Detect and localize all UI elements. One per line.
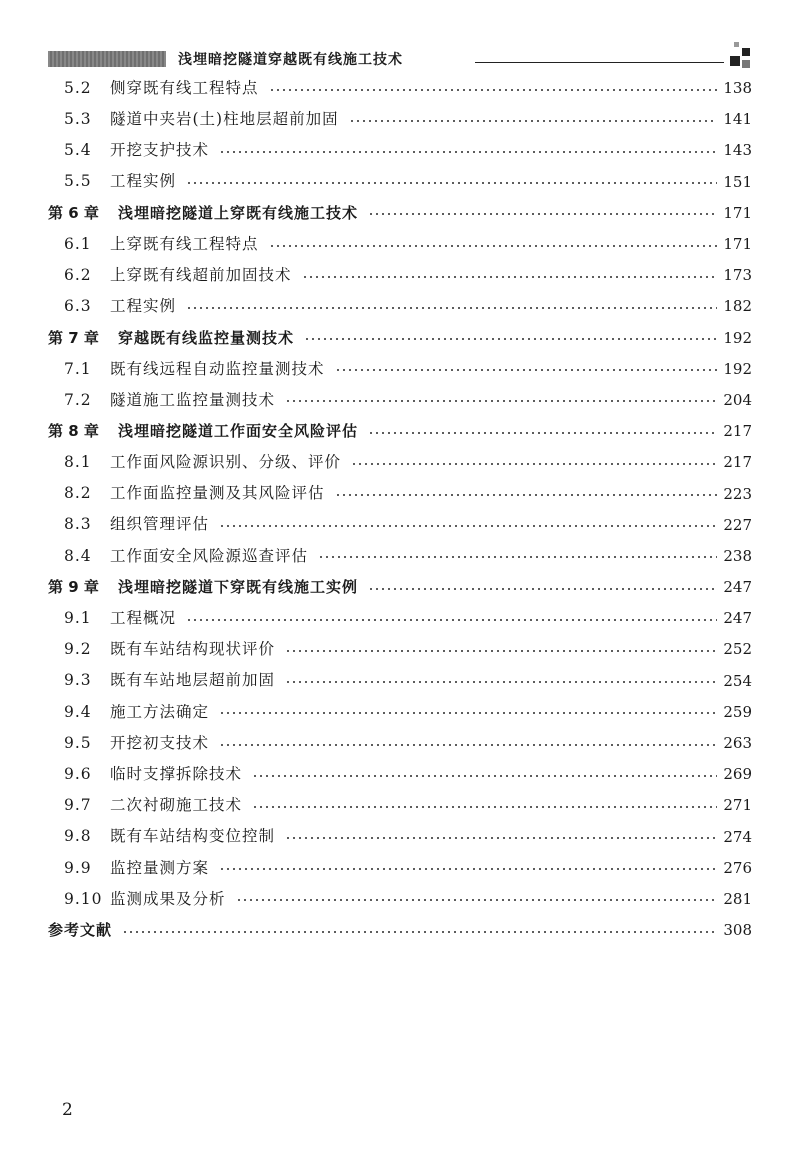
table-of-contents [48,73,752,946]
page-number: 2 [62,1100,73,1120]
toc-section-entry[interactable] [48,447,752,478]
toc-entry-title: 既有线远程自动监控量测技术 [110,359,325,378]
toc-section-entry[interactable] [48,666,752,697]
toc-entry-title: 工程实例 [110,297,177,316]
toc-entry-title: 工作面风险源识别、分级、评价 [110,453,342,472]
toc-leader-dots [304,338,717,340]
toc-entry-number: 5.2 [64,78,92,97]
toc-entry-title: 隧道施工监控量测技术 [110,390,276,409]
toc-section-entry[interactable] [48,260,752,291]
toc-leader-dots [318,556,717,558]
toc-entry-number: 9.6 [64,764,92,783]
toc-leader-dots [368,213,717,215]
toc-entry-title: 既有车站地层超前加固 [110,671,276,690]
toc-leader-dots [285,837,717,839]
toc-entry-page: 143 [723,141,752,160]
toc-chapter-entry[interactable] [48,416,752,447]
toc-leader-dots [186,619,717,621]
toc-entry-page: 254 [723,671,752,690]
toc-section-entry[interactable] [48,510,752,541]
toc-entry-number: 8.1 [64,453,92,472]
corner-square-icon [734,42,739,47]
toc-entry-page: 141 [723,110,752,129]
toc-entry-title: 临时支撑拆除技术 [110,764,243,783]
toc-leader-dots [349,120,718,122]
toc-entry-page: 252 [723,640,752,659]
toc-entry-number: 7.1 [64,359,92,378]
toc-entry-number: 第 8 章 [48,422,99,441]
toc-section-entry[interactable] [48,104,752,135]
toc-entry-page: 223 [723,484,752,503]
toc-leader-dots [219,868,717,870]
toc-entry-page: 192 [723,328,752,347]
toc-entry-title: 浅埋暗挖隧道上穿既有线施工技术 [118,203,359,222]
toc-entry-number: 第 9 章 [48,578,99,597]
toc-entry-number: 6.1 [64,234,92,253]
toc-entry-number: 5.4 [64,141,92,160]
toc-entry-page: 217 [723,422,752,441]
header-rule [475,62,724,63]
toc-entry-page: 204 [723,390,752,409]
toc-entry-title: 既有车站结构现状评价 [110,640,276,659]
toc-entry-title: 上穿既有线工程特点 [110,234,259,253]
toc-entry-number: 7.2 [64,390,92,409]
toc-section-entry[interactable] [48,478,752,509]
toc-entry-page: 171 [723,235,752,254]
toc-entry-title: 参考文献 [48,921,113,940]
toc-entry-number: 第 6 章 [48,203,99,222]
running-header [48,48,752,72]
toc-entry-page: 138 [723,79,752,98]
toc-leader-dots [368,588,717,590]
header-decorative-bar [48,51,166,67]
toc-entry-number: 9.9 [64,858,92,877]
toc-section-entry[interactable] [48,728,752,759]
toc-entry-title: 监测成果及分析 [110,889,226,908]
toc-entry-page: 171 [723,203,752,222]
toc-chapter-entry[interactable] [48,323,752,354]
corner-square-icon [730,56,740,66]
toc-leader-dots [252,775,717,777]
toc-leader-dots [122,931,717,933]
toc-leader-dots [219,712,717,714]
toc-entry-title: 侧穿既有线工程特点 [110,78,259,97]
toc-leader-dots [335,369,718,371]
toc-section-entry[interactable] [48,853,752,884]
toc-entry-page: 192 [723,359,752,378]
toc-leader-dots [186,307,717,309]
toc-entry-number: 9.7 [64,796,92,815]
corner-square-icon [742,48,750,56]
toc-entry-number: 8.4 [64,546,92,565]
toc-entry-number: 9.5 [64,733,92,752]
toc-section-entry[interactable] [48,135,752,166]
toc-entry-page: 263 [723,734,752,753]
toc-leader-dots [219,525,717,527]
toc-entry-page: 247 [723,578,752,597]
toc-entry-title: 隧道中夹岩(土)柱地层超前加固 [110,110,339,129]
corner-square-icon [742,60,750,68]
toc-entry-title: 上穿既有线超前加固技术 [110,265,292,284]
toc-entry-page: 151 [723,172,752,191]
toc-leader-dots [285,650,717,652]
toc-section-entry[interactable] [48,790,752,821]
toc-entry-number: 8.3 [64,515,92,534]
toc-leader-dots [368,432,717,434]
toc-entry-title: 浅埋暗挖隧道下穿既有线施工实例 [118,578,359,597]
toc-entry-page: 308 [723,921,752,940]
toc-section-entry[interactable] [48,822,752,853]
toc-entry-page: 182 [723,297,752,316]
toc-references-entry[interactable] [48,915,752,946]
toc-entry-page: 274 [723,827,752,846]
toc-entry-page: 217 [723,453,752,472]
toc-leader-dots [351,463,717,465]
toc-leader-dots [186,182,717,184]
toc-leader-dots [269,89,718,91]
toc-entry-number: 5.5 [64,172,92,191]
toc-leader-dots [302,276,718,278]
toc-entry-page: 173 [723,266,752,285]
toc-leader-dots [285,400,717,402]
toc-section-entry[interactable] [48,167,752,198]
toc-entry-number: 9.10 [64,889,103,908]
toc-section-entry[interactable] [48,541,752,572]
toc-entry-number: 9.2 [64,640,92,659]
toc-entry-number: 6.3 [64,297,92,316]
toc-entry-page: 269 [723,765,752,784]
toc-leader-dots [219,151,717,153]
toc-entry-title: 工作面监控量测及其风险评估 [110,484,325,503]
toc-leader-dots [285,681,717,683]
toc-entry-number: 9.8 [64,827,92,846]
toc-entry-title: 监控量测方案 [110,858,210,877]
toc-entry-title: 既有车站结构变位控制 [110,827,276,846]
toc-entry-title: 开挖初支技术 [110,733,210,752]
toc-entry-title: 组织管理评估 [110,515,210,534]
toc-entry-title: 浅埋暗挖隧道工作面安全风险评估 [118,422,359,441]
toc-entry-page: 276 [723,858,752,877]
toc-entry-page: 227 [723,515,752,534]
toc-section-entry[interactable] [48,884,752,915]
toc-entry-number: 第 7 章 [48,328,99,347]
toc-entry-page: 271 [723,796,752,815]
toc-section-entry[interactable] [48,697,752,728]
header-title: 浅埋暗挖隧道穿越既有线施工技术 [178,52,403,68]
toc-entry-number: 8.2 [64,484,92,503]
toc-entry-page: 281 [723,889,752,908]
toc-section-entry[interactable] [48,634,752,665]
toc-entry-number: 6.2 [64,265,92,284]
toc-entry-title: 工程概况 [110,609,177,628]
toc-leader-dots [252,806,717,808]
toc-leader-dots [219,744,717,746]
toc-entry-number: 5.3 [64,110,92,129]
toc-chapter-entry[interactable] [48,572,752,603]
toc-entry-title: 工程实例 [110,172,177,191]
toc-section-entry[interactable] [48,354,752,385]
toc-entry-number: 9.4 [64,702,92,721]
toc-entry-page: 247 [723,609,752,628]
toc-entry-title: 工作面安全风险源巡查评估 [110,546,309,565]
toc-entry-title: 开挖支护技术 [110,141,210,160]
toc-section-entry[interactable] [48,229,752,260]
toc-leader-dots [236,899,718,901]
toc-entry-title: 二次衬砌施工技术 [110,796,243,815]
toc-leader-dots [269,245,718,247]
toc-entry-title: 施工方法确定 [110,702,210,721]
toc-section-entry[interactable] [48,291,752,322]
toc-section-entry[interactable] [48,385,752,416]
toc-chapter-entry[interactable] [48,198,752,229]
toc-section-entry[interactable] [48,759,752,790]
toc-section-entry[interactable] [48,73,752,104]
toc-entry-title: 穿越既有线监控量测技术 [118,328,295,347]
toc-entry-page: 259 [723,702,752,721]
toc-entry-number: 9.3 [64,671,92,690]
toc-leader-dots [335,494,718,496]
toc-section-entry[interactable] [48,603,752,634]
toc-entry-number: 9.1 [64,609,92,628]
toc-entry-page: 238 [723,546,752,565]
